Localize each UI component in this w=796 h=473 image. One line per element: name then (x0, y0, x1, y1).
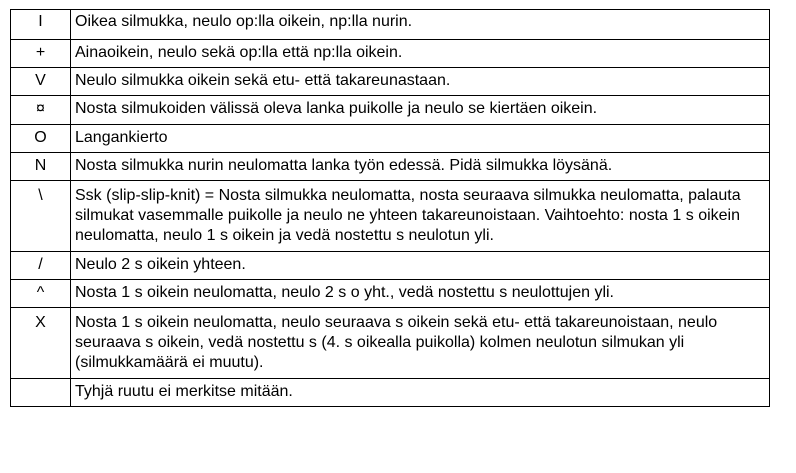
table-row (11, 40, 770, 68)
description-cell: Ainaoikein, neulo sekä op:lla että np:lla oikein. (71, 40, 770, 68)
table-row (11, 124, 770, 152)
table-row (11, 308, 770, 379)
symbol-cell: X (11, 308, 71, 379)
description-cell: Nosta 1 s oikein neulomatta, neulo seuraava s oikein sekä etu- että takareunoistaan, neulo seuraava s oikein, vedä nostettu s (4. s oikealla puikolla) kolmen neulotun silmukan yli (silmukkamäärä ei muutu). (71, 308, 770, 379)
table-row (11, 181, 770, 252)
table-row (11, 152, 770, 180)
symbol-cell: I (11, 10, 71, 40)
symbol-cell: + (11, 40, 71, 68)
description-cell: Nosta silmukoiden välissä oleva lanka puikolle ja neulo se kiertäen oikein. (71, 96, 770, 124)
description-cell: Nosta 1 s oikein neulomatta, neulo 2 s o yht., vedä nostettu s neulottujen yli. (71, 279, 770, 307)
description-cell: Langankierto (71, 124, 770, 152)
table-row (11, 279, 770, 307)
symbol-cell (11, 378, 71, 406)
table-row (11, 68, 770, 96)
symbol-cell: \ (11, 181, 71, 252)
symbol-cell: V (11, 68, 71, 96)
symbol-cell: ^ (11, 279, 71, 307)
description-cell: Neulo silmukka oikein sekä etu- että takareunastaan. (71, 68, 770, 96)
symbol-cell: / (11, 251, 71, 279)
knitting-symbol-legend-table (10, 9, 770, 407)
table-row (11, 10, 770, 40)
table-row (11, 251, 770, 279)
symbol-cell: O (11, 124, 71, 152)
description-cell: Neulo 2 s oikein yhteen. (71, 251, 770, 279)
table-row (11, 96, 770, 124)
symbol-cell: N (11, 152, 71, 180)
description-cell: Ssk (slip-slip-knit) = Nosta silmukka neulomatta, nosta seuraava silmukka neulomatta, palauta silmukat vasemmalle puikolle ja neulo ne yhteen takareunoistaan. Vaihtoehto: nosta 1 s oikein neulomatta, neulo 1 s oikein ja vedä nostettu s neulotun yli. (71, 181, 770, 252)
description-cell: Nosta silmukka nurin neulomatta lanka työn edessä. Pidä silmukka löysänä. (71, 152, 770, 180)
symbol-cell: ¤ (11, 96, 71, 124)
description-cell: Tyhjä ruutu ei merkitse mitään. (71, 378, 770, 406)
table-row (11, 378, 770, 406)
description-cell: Oikea silmukka, neulo op:lla oikein, np:lla nurin. (71, 10, 770, 40)
